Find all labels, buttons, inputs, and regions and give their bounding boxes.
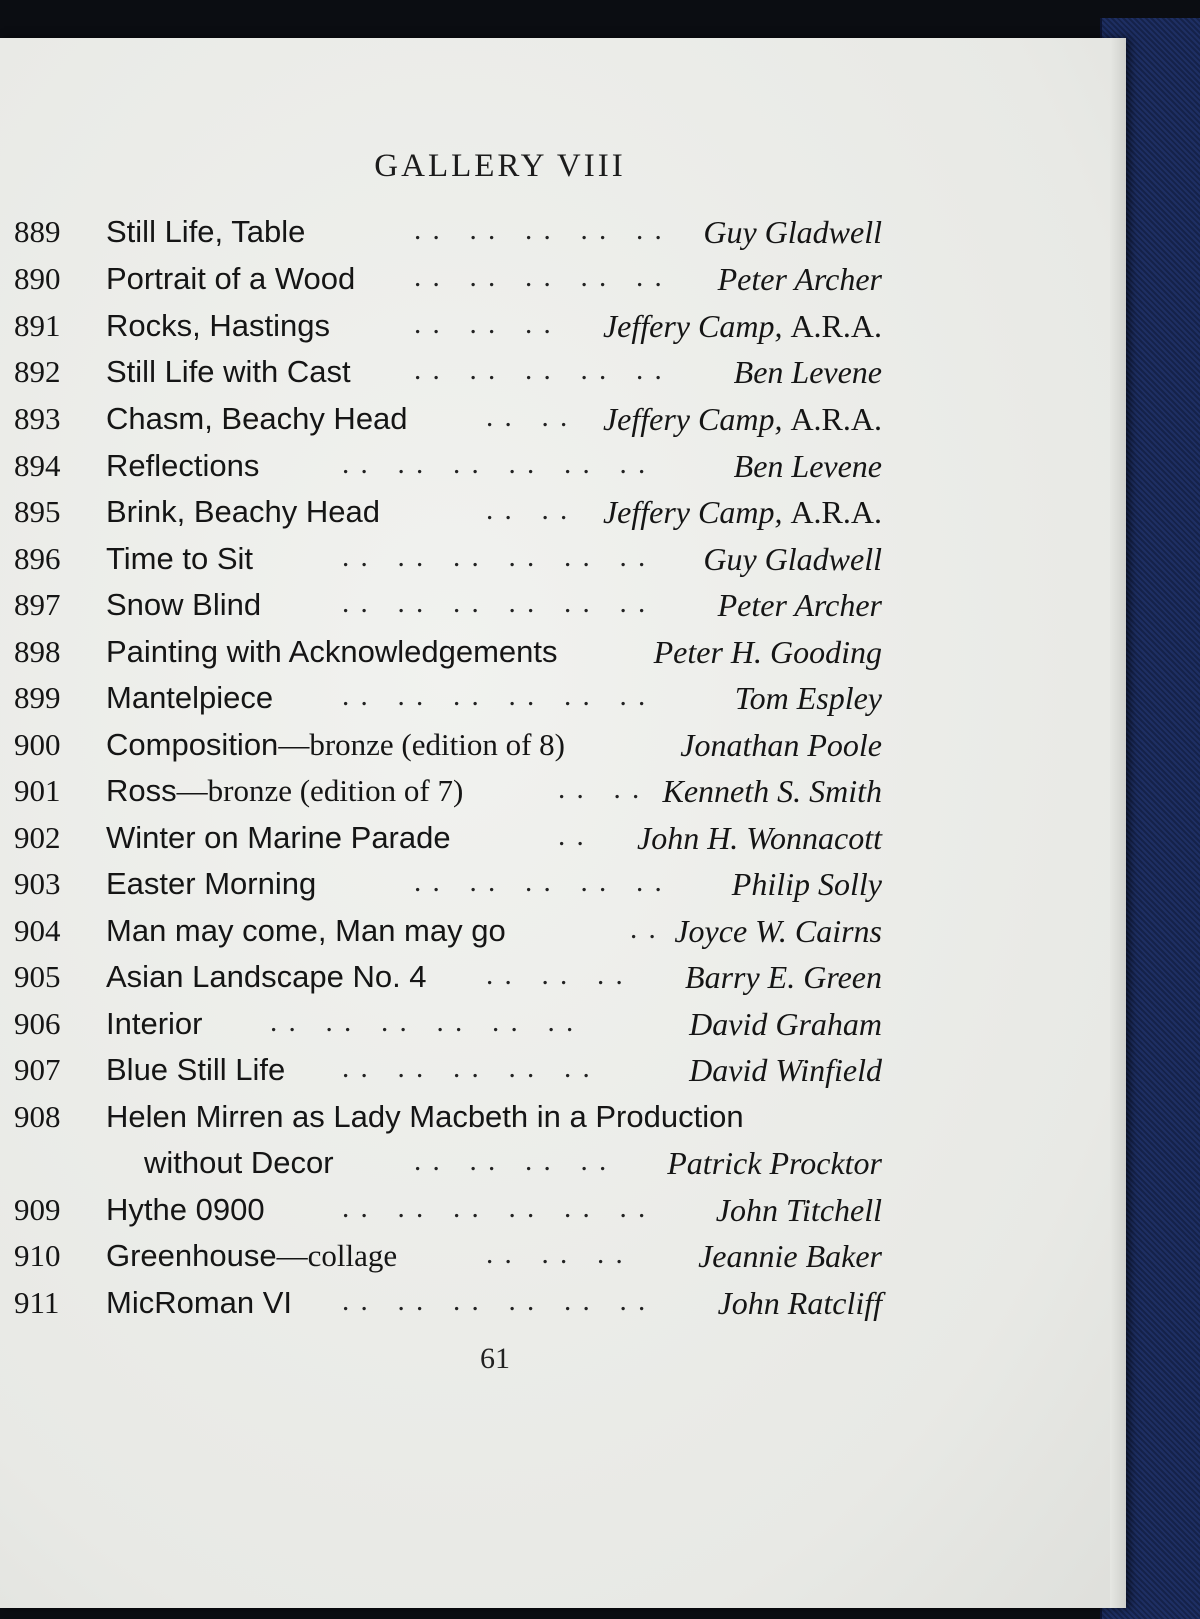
catalogue-number: 909 [14,1192,61,1227]
artist-name: Philip Solly [731,866,882,902]
catalogue-number: 905 [14,959,61,994]
artwork-title: Easter Morning [106,866,317,901]
catalogue-number: 906 [14,1006,61,1041]
catalogue-number: 899 [14,680,61,715]
list-item [0,448,1100,496]
artwork-title: Reflections [106,448,260,483]
artwork-title: Chasm, Beachy Head [106,401,408,436]
list-item [0,401,1100,449]
artwork-title: Winter on Marine Parade [106,820,451,855]
leader-dots: . . . . . . . . [414,1145,609,1177]
leader-dots: . . . . . . . . . . . . [342,587,648,619]
artist-name: Jeffery Camp, A.R.A. [602,401,882,437]
list-item [0,820,1100,868]
artwork-medium: —collage [276,1238,398,1273]
artist-name: John H. Wonnacott [636,820,882,856]
list-item [0,1192,1100,1240]
list-item [0,1285,1100,1333]
list-item [0,959,1100,1007]
list-item-continuation [0,1145,1100,1193]
catalogue-number: 892 [14,354,61,389]
artwork-title: Asian Landscape No. 4 [106,959,427,994]
catalogue-number: 893 [14,401,61,436]
artist-name: Guy Gladwell [703,214,882,250]
list-item [0,214,1100,262]
artwork-title: Composition—bronze (edition of 8) [106,727,565,762]
artist-name: John Titchell [715,1192,882,1228]
leader-dots: . . . . . . [486,1238,625,1270]
artwork-medium: —bronze (edition of 7) [176,773,464,808]
artist-name: Jonathan Poole [680,727,882,763]
list-item [0,261,1100,309]
artwork-title: Blue Still Life [106,1052,286,1087]
leader-dots: . . [558,820,586,852]
artwork-title: Ross—bronze (edition of 7) [106,773,464,808]
list-item [0,634,1100,682]
catalogue-number: 903 [14,866,61,901]
gallery-title: GALLERY VIII [374,148,626,184]
artist-name: Ben Levene [733,354,882,390]
list-item [0,494,1100,542]
artwork-title: Still Life with Cast [106,354,351,389]
catalogue-number: 908 [14,1099,61,1134]
list-item [0,308,1100,356]
artist-name: Ben Levene [733,448,882,484]
list-item [0,680,1100,728]
artwork-title: Greenhouse—collage [106,1238,398,1273]
list-item [0,1052,1100,1100]
catalogue-number: 910 [14,1238,61,1273]
artwork-title: Mantelpiece [106,680,274,715]
list-item [0,1006,1100,1054]
leader-dots: . . . . . . . . . . [414,354,664,386]
catalogue-number: 901 [14,773,61,808]
catalogue-number: 897 [14,587,61,622]
artist-suffix: A.R.A. [790,308,882,344]
leader-dots: . . . . . . [486,959,625,991]
artist-name: Jeffery Camp, A.R.A. [602,494,882,530]
leader-dots: . . . . . . . . . . . . [342,541,648,573]
artist-name: Jeannie Baker [698,1238,882,1274]
catalogue-number: 889 [14,214,61,249]
leader-dots: . . . . . . . . . . [414,261,664,293]
catalogue-number: 894 [14,448,61,483]
artist-name: Peter Archer [717,587,882,623]
catalogue-number: 907 [14,1052,61,1087]
list-item [0,866,1100,914]
artwork-title: MicRoman VI [106,1285,293,1320]
artwork-title: Hythe 0900 [106,1192,265,1227]
artist-suffix: A.R.A. [790,401,882,437]
artist-name: Peter H. Gooding [653,634,882,670]
artwork-medium: —bronze (edition of 8) [278,727,565,762]
page-edge [1110,38,1126,1608]
leader-dots: . . . . . . [414,308,553,340]
artwork-title: Interior [106,1006,203,1041]
catalogue-number: 898 [14,634,61,669]
artwork-title: Time to Sit [106,541,253,576]
artist-name: David Winfield [689,1052,882,1088]
artist-name: Kenneth S. Smith [662,773,882,809]
artist-name: Jeffery Camp, A.R.A. [602,308,882,344]
leader-dots: . . . . . . . . . . [342,1052,592,1084]
list-item [0,1238,1100,1286]
leader-dots: . . . . . . . . . . . . [270,1006,576,1038]
catalogue-number: 902 [14,820,61,855]
list-item [0,541,1100,589]
artist-name: Joyce W. Cairns [674,913,882,949]
leader-dots: . . . . . . . . . . [414,866,664,898]
leader-dots: . . . . [486,401,570,433]
artwork-title: Brink, Beachy Head [106,494,380,529]
artist-name: John Ratcliff [717,1285,882,1321]
artwork-title: Snow Blind [106,587,262,622]
artwork-title: Man may come, Man may go [106,913,506,948]
leader-dots: . . . . . . . . . . . . [342,1285,648,1317]
leader-dots: . . . . [486,494,570,526]
artist-suffix: A.R.A. [790,494,882,530]
artwork-title: Portrait of a Wood [106,261,356,296]
artist-name: Peter Archer [717,261,882,297]
artwork-title: Still Life, Table [106,214,306,249]
list-item [0,773,1100,821]
catalogue-number: 911 [14,1285,60,1320]
leader-dots: . . . . . . . . . . [414,214,664,246]
list-item [0,354,1100,402]
artist-name: Guy Gladwell [703,541,882,577]
leader-dots: . . . . . . . . . . . . [342,680,648,712]
artist-name: Barry E. Green [685,959,882,995]
artist-name: David Graham [689,1006,882,1042]
catalogue-number: 904 [14,913,61,948]
catalogue-number: 890 [14,261,61,296]
list-item [0,587,1100,635]
catalogue-number: 896 [14,541,61,576]
artwork-title-continuation: without Decor [144,1145,334,1180]
leader-dots: . . . . . . . . . . . . [342,1192,648,1224]
artist-name: Patrick Procktor [667,1145,882,1181]
artwork-title: Painting with Acknowledgements [106,634,558,669]
catalogue-number: 895 [14,494,61,529]
page-number: 61 [480,1342,510,1375]
leader-dots: . . . . . . . . . . . . [342,448,648,480]
artwork-title: Rocks, Hastings [106,308,330,343]
list-item [0,1099,1100,1147]
catalogue-number: 891 [14,308,61,343]
artwork-title: Helen Mirren as Lady Macbeth in a Production [106,1099,744,1134]
list-item [0,913,1100,961]
catalogue-number: 900 [14,727,61,762]
artist-name: Tom Espley [734,680,882,716]
leader-dots: . . . . [558,773,642,805]
leader-dots: . . [630,913,658,945]
list-item [0,727,1100,775]
